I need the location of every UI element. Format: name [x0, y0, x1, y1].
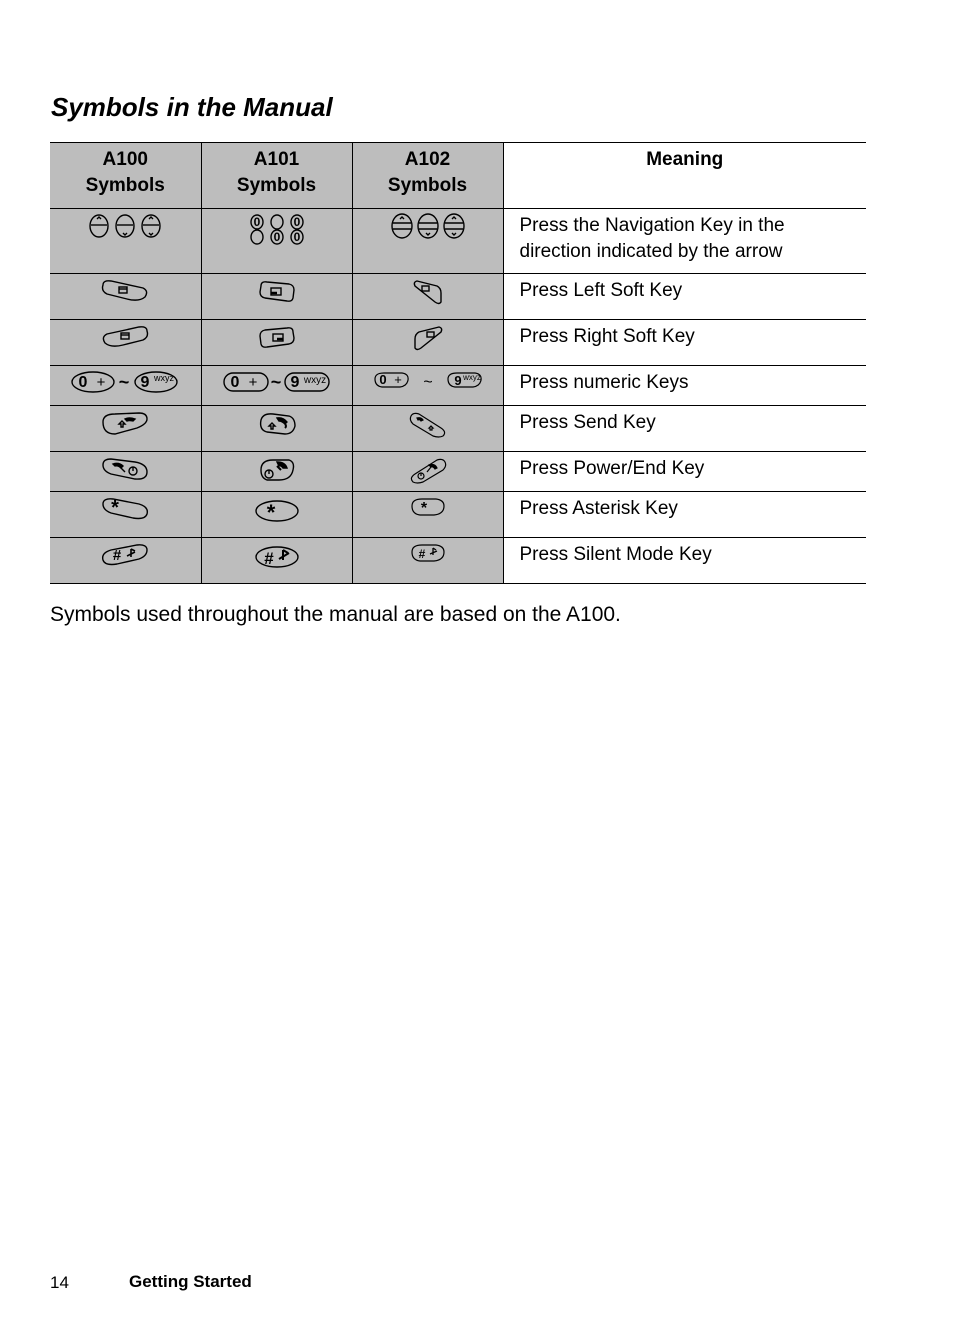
- svg-text:~: ~: [270, 372, 281, 392]
- send-key-icon: [99, 410, 151, 438]
- power-end-key-icon: [255, 456, 299, 484]
- header-a102: A102 Symbols: [352, 143, 503, 209]
- silent-mode-key-icon: [99, 542, 151, 568]
- svg-text:#: #: [418, 547, 425, 561]
- svg-text:*: *: [111, 497, 120, 519]
- table-header-row: [50, 143, 866, 209]
- meaning-right-soft-key: Press Right Soft Key: [503, 320, 866, 366]
- left-soft-key-icon: [99, 278, 151, 304]
- svg-text:9: 9: [290, 374, 299, 391]
- numeric-keys-icon: [70, 370, 180, 396]
- table-row: [50, 320, 866, 366]
- send-key-icon: [407, 410, 449, 440]
- svg-text:0: 0: [78, 374, 88, 391]
- svg-text:wxyz: wxyz: [154, 373, 175, 383]
- svg-text:0: 0: [253, 215, 260, 229]
- header-meaning: Meaning: [503, 143, 866, 209]
- table-row: [50, 492, 866, 538]
- svg-text:~: ~: [118, 372, 130, 392]
- numeric-keys-icon: [222, 370, 332, 396]
- meaning-send-key: Press Send Key: [503, 406, 866, 452]
- meaning-asterisk-key: Press Asterisk Key: [503, 492, 866, 538]
- navigation-key-icon: [390, 213, 466, 241]
- table-row: [50, 209, 866, 274]
- silent-mode-key-icon: [253, 542, 301, 570]
- right-soft-key-icon: [411, 324, 445, 352]
- navigation-key-icon: [87, 213, 163, 241]
- asterisk-key-icon: [99, 496, 151, 522]
- left-soft-key-icon: [257, 278, 297, 304]
- asterisk-key-icon: [408, 496, 448, 520]
- header-a101: A101 Symbols: [201, 143, 352, 209]
- asterisk-key-icon: [253, 496, 301, 524]
- svg-text:wxyz: wxyz: [303, 375, 326, 386]
- symbols-table: [50, 142, 866, 584]
- table-row: [50, 452, 866, 492]
- svg-text:*: *: [266, 500, 275, 524]
- svg-text:0: 0: [378, 372, 387, 387]
- svg-text:#: #: [263, 549, 274, 568]
- numeric-keys-icon: [372, 370, 484, 394]
- table-row: [50, 538, 866, 584]
- navigation-key-icon: [247, 213, 307, 245]
- page-number: 14: [50, 1273, 69, 1292]
- meaning-navigation: Press the Navigation Key in the direction indicated by the arrow: [503, 209, 866, 274]
- svg-text:0: 0: [273, 230, 280, 244]
- svg-text:9: 9: [453, 373, 462, 388]
- header-a100: A100 Symbols: [50, 143, 201, 209]
- table-caption: Symbols used throughout the manual are based on the A100.: [50, 603, 621, 626]
- right-soft-key-icon: [257, 324, 297, 350]
- table-row: [50, 406, 866, 452]
- table-row: [50, 366, 866, 406]
- svg-text:0: 0: [293, 230, 300, 244]
- svg-text:0: 0: [293, 215, 300, 229]
- svg-text:wxyz: wxyz: [462, 373, 481, 382]
- table-row: [50, 274, 866, 320]
- svg-text:~: ~: [422, 374, 433, 391]
- page-title: Symbols in the Manual: [51, 92, 333, 122]
- svg-text:+: +: [96, 374, 106, 391]
- meaning-silent-mode-key: Press Silent Mode Key: [503, 538, 866, 584]
- svg-text:+: +: [393, 372, 402, 387]
- svg-text:+: +: [248, 374, 257, 391]
- svg-text:#: #: [113, 547, 122, 564]
- meaning-power-end-key: Press Power/End Key: [503, 452, 866, 492]
- svg-text:0: 0: [230, 374, 239, 391]
- silent-mode-key-icon: [408, 542, 448, 566]
- section-name: Getting Started: [129, 1272, 252, 1291]
- svg-text:9: 9: [140, 374, 150, 391]
- left-soft-key-icon: [411, 278, 445, 306]
- power-end-key-icon: [99, 456, 151, 482]
- power-end-key-icon: [407, 456, 449, 484]
- meaning-numeric-keys: Press numeric Keys: [503, 366, 866, 406]
- right-soft-key-icon: [99, 324, 151, 350]
- svg-text:*: *: [420, 500, 427, 517]
- send-key-icon: [255, 410, 299, 438]
- meaning-left-soft-key: Press Left Soft Key: [503, 274, 866, 320]
